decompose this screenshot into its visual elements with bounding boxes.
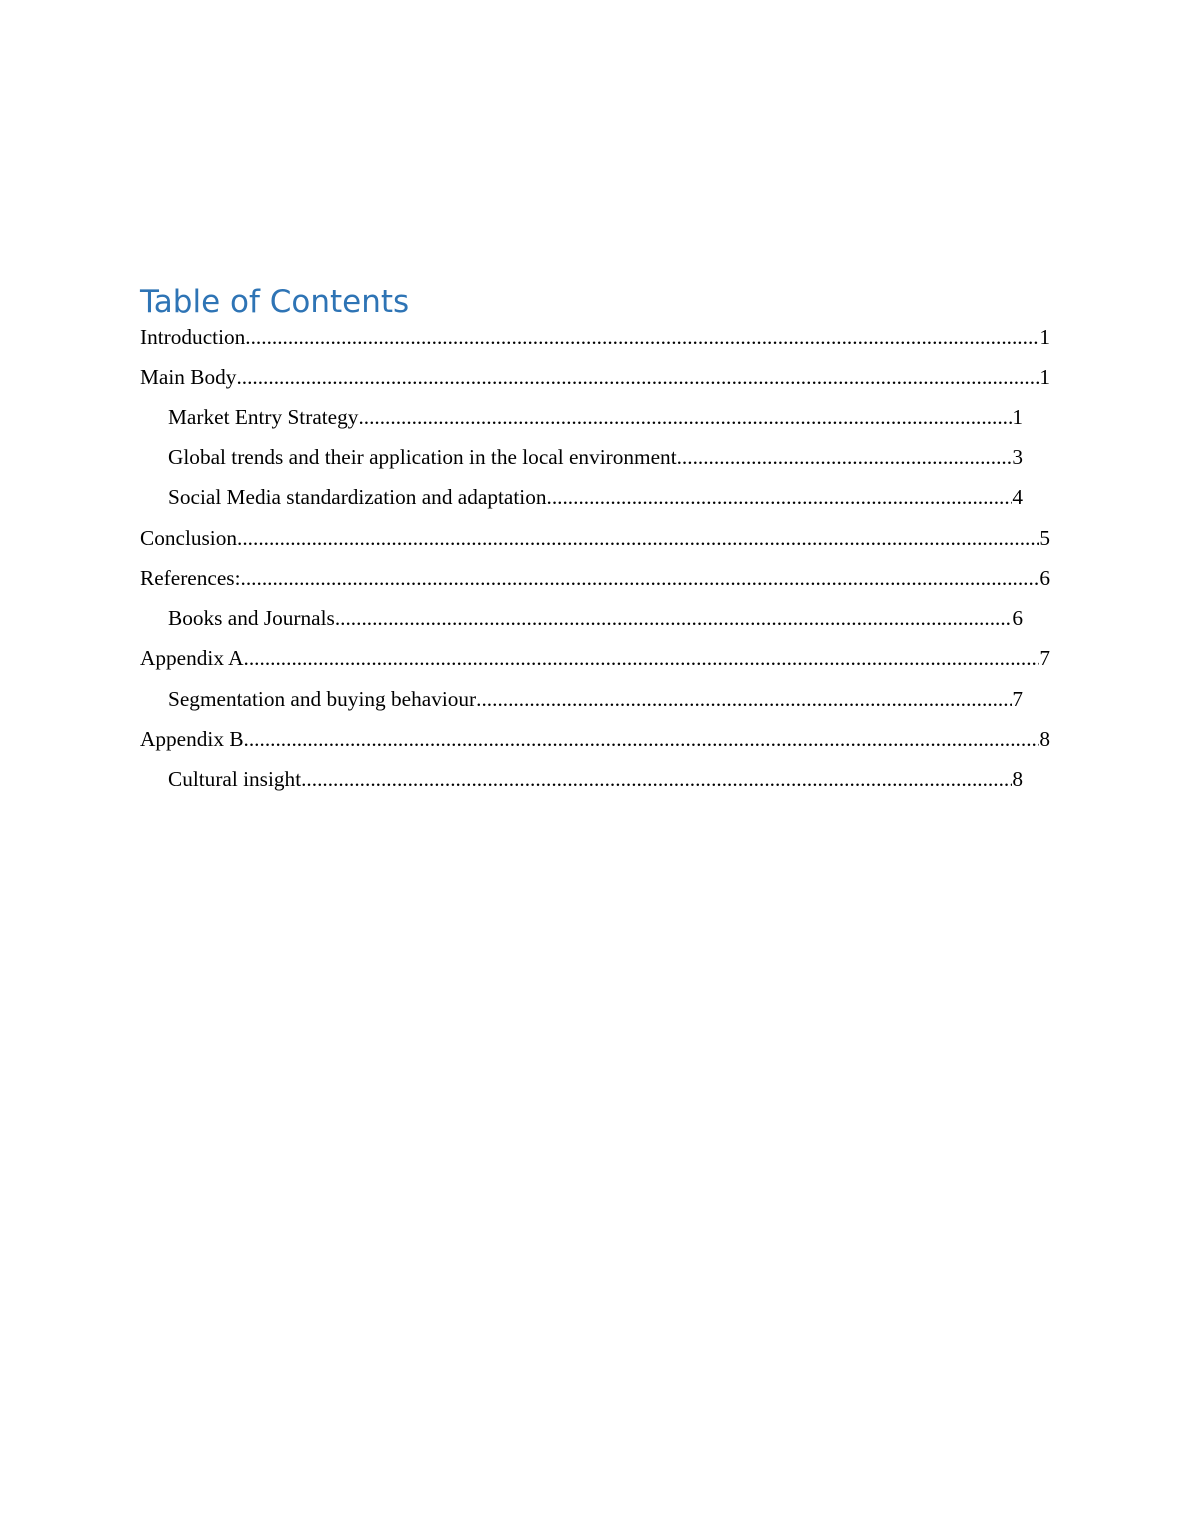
toc-entry-page-number: 3 (1012, 445, 1023, 469)
toc-entry-title: References: (140, 566, 241, 590)
dot-leader (677, 442, 1013, 472)
toc-entry-title: Appendix B (140, 727, 244, 751)
toc-entry-page-number: 7 (1012, 687, 1023, 711)
toc-entry-title: Introduction (140, 325, 246, 349)
toc-entry-page-number: 6 (1039, 566, 1050, 590)
toc-entry-page-number: 8 (1012, 767, 1023, 791)
toc-entry-global-trends[interactable] (168, 442, 1023, 472)
dot-leader (237, 523, 1039, 553)
toc-entry-appendix-a[interactable] (140, 643, 1050, 673)
toc-entry-appendix-b[interactable] (140, 724, 1050, 754)
toc-entry-social-media[interactable] (168, 482, 1023, 512)
toc-entry-segmentation[interactable] (168, 684, 1023, 714)
dot-leader (236, 362, 1039, 392)
toc-entry-references[interactable] (140, 563, 1050, 593)
toc-entry-market-entry-strategy[interactable] (168, 402, 1023, 432)
toc-entry-page-number: 6 (1012, 606, 1023, 630)
dot-leader (335, 603, 1013, 633)
toc-entry-page-number: 4 (1012, 485, 1023, 509)
toc-entry-introduction[interactable] (140, 322, 1050, 352)
dot-leader (476, 684, 1012, 714)
toc-entry-title: Global trends and their application in the local environment (168, 445, 677, 469)
toc-entry-page-number: 1 (1039, 325, 1050, 349)
toc-entry-page-number: 1 (1039, 365, 1050, 389)
dot-leader (244, 643, 1040, 673)
toc-entry-books-and-journals[interactable] (168, 603, 1023, 633)
toc-heading: Table of Contents (140, 284, 410, 320)
toc-entry-page-number: 8 (1039, 727, 1050, 751)
dot-leader (301, 764, 1012, 794)
dot-leader (547, 482, 1013, 512)
toc-entry-cultural-insight[interactable] (168, 764, 1023, 794)
toc-entry-main-body[interactable] (140, 362, 1050, 392)
toc-entry-title: Segmentation and buying behaviour (168, 687, 477, 711)
toc-entry-title: Market Entry Strategy (168, 405, 359, 429)
toc-entry-page-number: 1 (1012, 405, 1023, 429)
toc-entry-title: Cultural insight (168, 767, 302, 791)
toc-entry-title: Main Body (140, 365, 237, 389)
dot-leader (244, 724, 1040, 754)
dot-leader (358, 402, 1012, 432)
toc-entry-title: Books and Journals (168, 606, 335, 630)
toc-entry-page-number: 5 (1039, 526, 1050, 550)
toc-entry-title: Social Media standardization and adaptation (168, 485, 547, 509)
dot-leader (245, 322, 1039, 352)
toc-entry-page-number: 7 (1039, 646, 1050, 670)
dot-leader (241, 563, 1040, 593)
toc-entry-title: Appendix A (140, 646, 244, 670)
toc-entry-conclusion[interactable] (140, 523, 1050, 553)
toc-entry-title: Conclusion (140, 526, 238, 550)
